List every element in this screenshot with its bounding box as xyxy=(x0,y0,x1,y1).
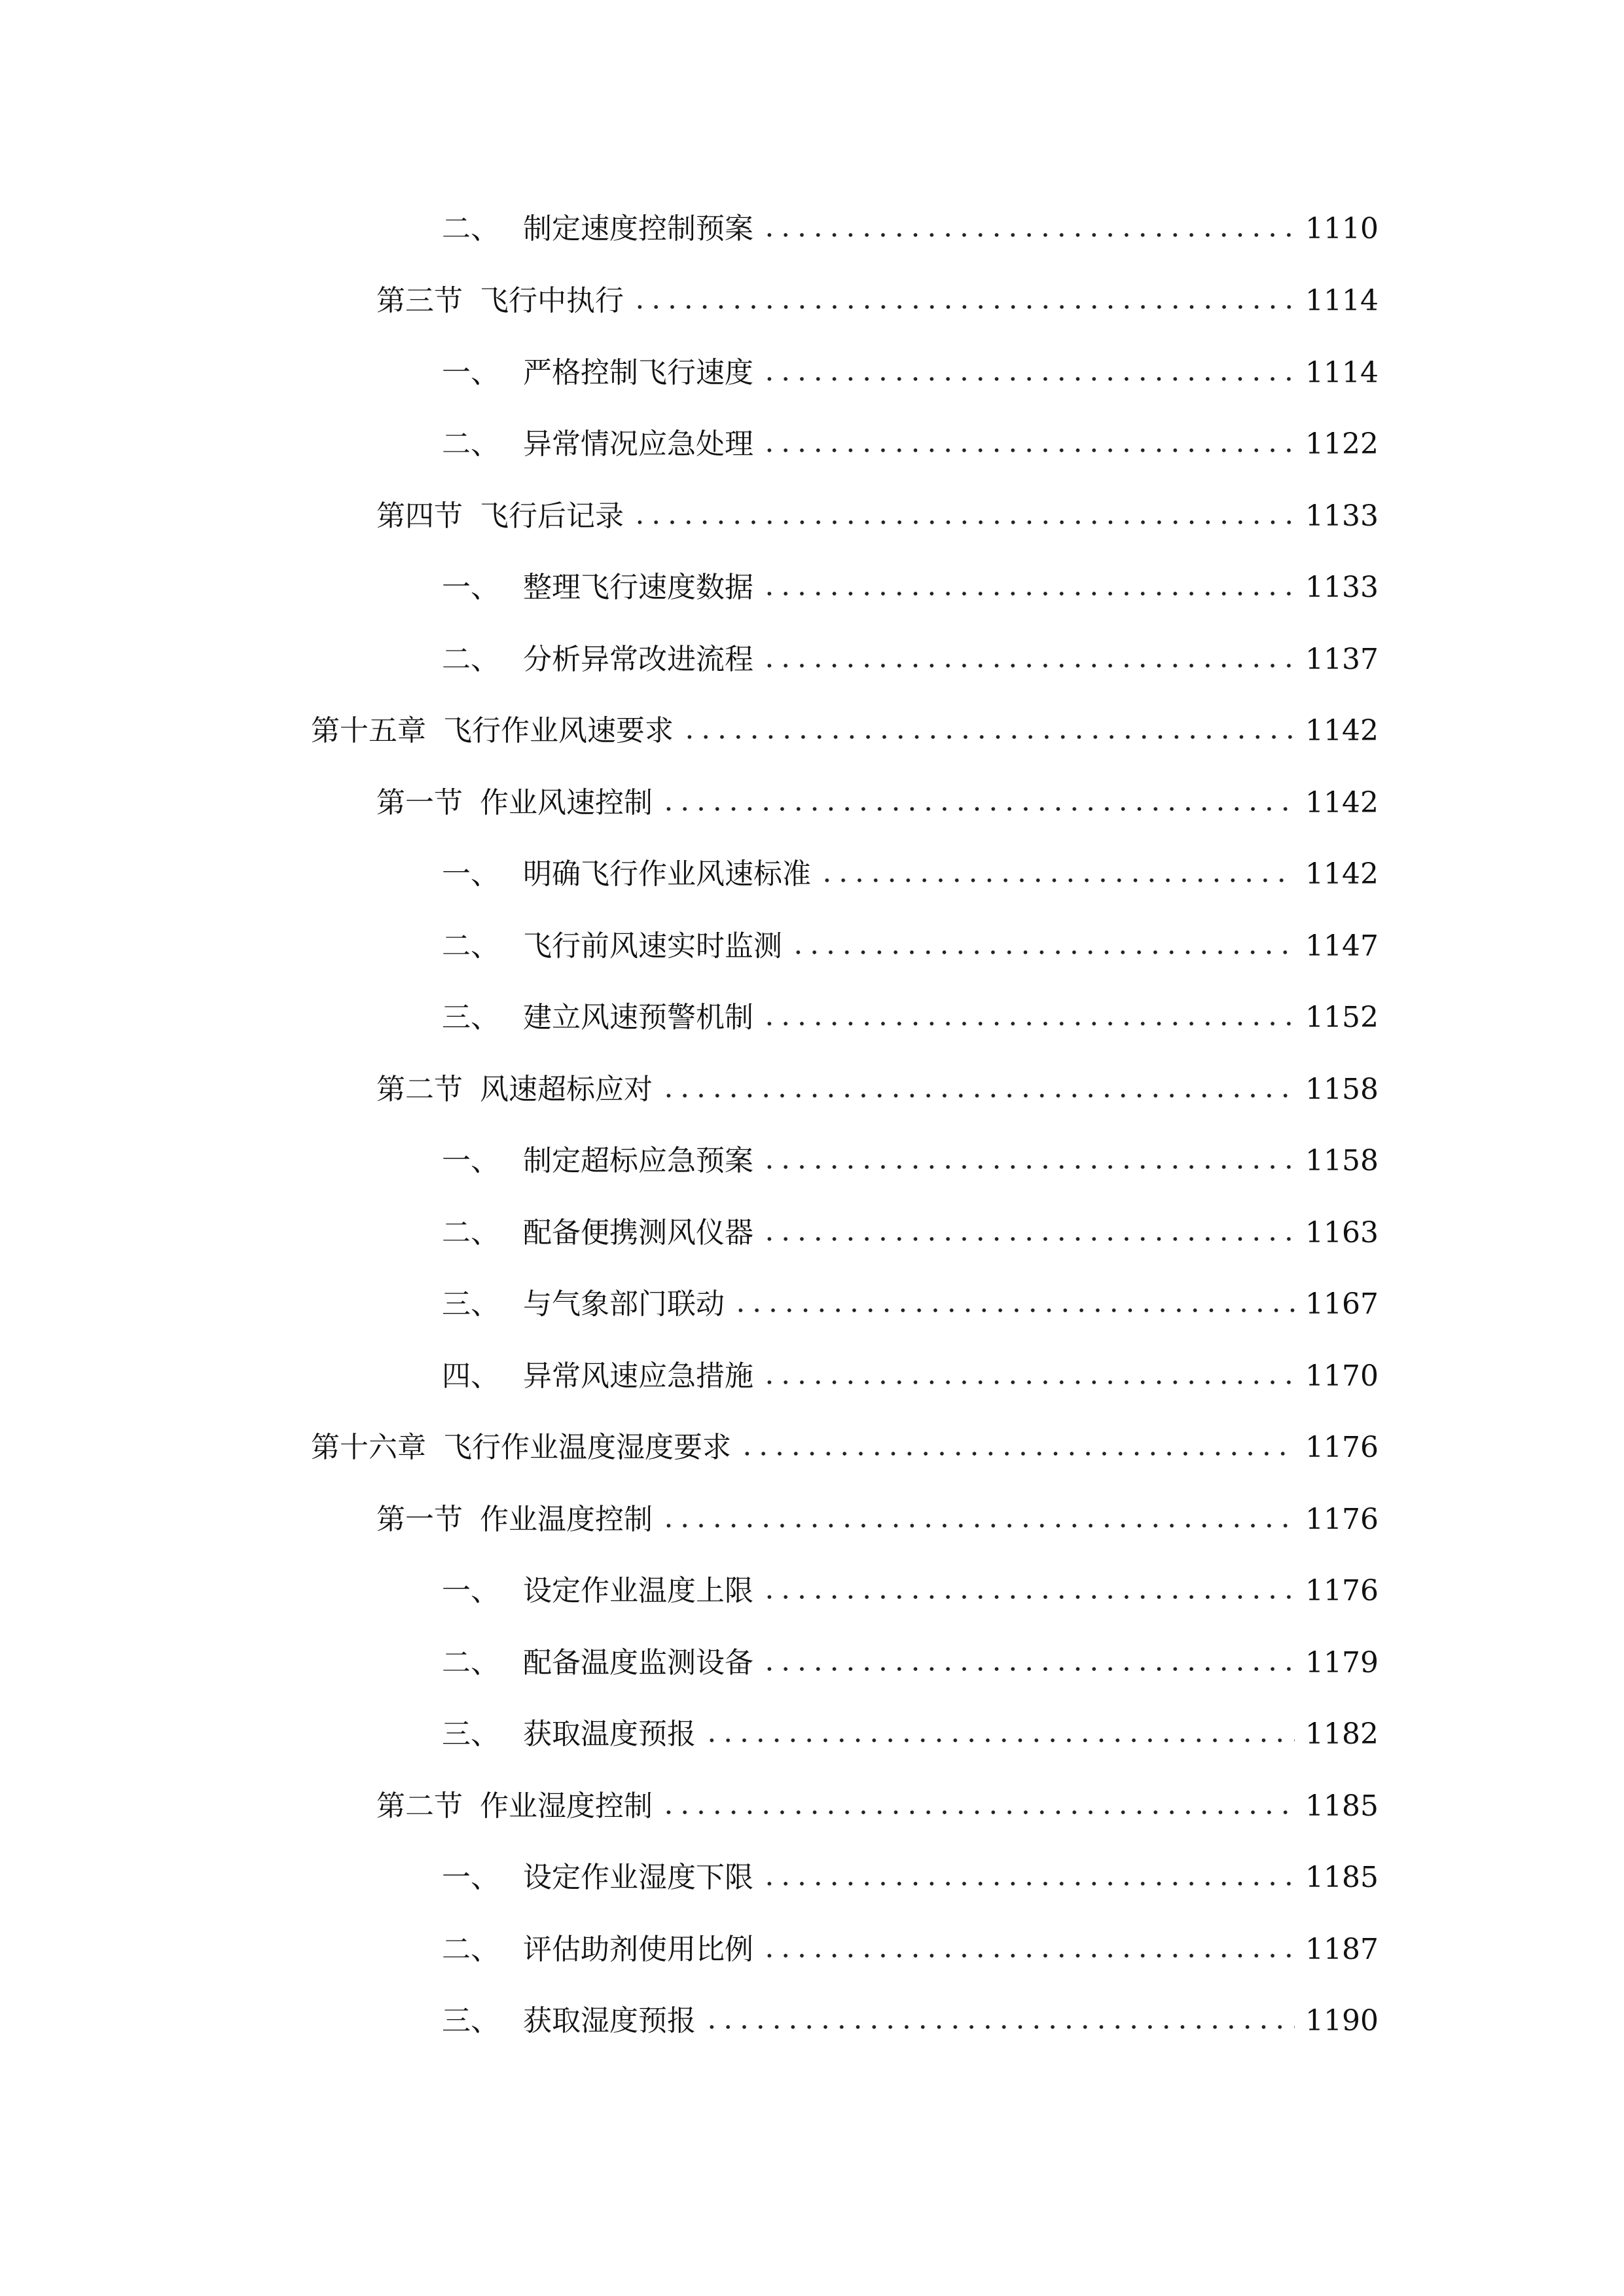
toc-entry[interactable] xyxy=(376,490,1379,543)
dot-leader xyxy=(761,1595,1295,1599)
toc-entry-prefix: 第十六章 xyxy=(311,1431,426,1464)
toc-entry-title: 飞行前风速实时监测 xyxy=(523,929,782,963)
toc-entry-prefix: 一、 xyxy=(442,1144,499,1177)
dot-leader xyxy=(790,950,1295,954)
toc-entry-page-number: 1110 xyxy=(1305,212,1379,245)
dot-leader xyxy=(761,1237,1295,1241)
toc-entry-prefix: 第一节 xyxy=(376,786,463,819)
toc-entry-prefix: 二、 xyxy=(442,929,499,963)
toc-entry-page-number: 1167 xyxy=(1305,1287,1379,1321)
toc-entry-prefix: 一、 xyxy=(442,857,499,891)
dot-leader xyxy=(761,1667,1295,1671)
toc-entry-title: 风速超标应对 xyxy=(480,1073,653,1106)
toc-entry-title: 配备便携测风仪器 xyxy=(523,1216,753,1249)
dot-leader xyxy=(660,1094,1295,1098)
toc-entry-page-number: 1163 xyxy=(1305,1216,1379,1249)
toc-entry[interactable] xyxy=(442,992,1379,1044)
toc-entry[interactable] xyxy=(442,634,1379,686)
toc-entry-prefix: 一、 xyxy=(442,571,499,604)
toc-entry-page-number: 1158 xyxy=(1305,1073,1379,1106)
toc-entry-page-number: 1170 xyxy=(1305,1359,1379,1393)
toc-entry-title: 作业温度控制 xyxy=(480,1503,653,1536)
toc-entry-prefix: 第二节 xyxy=(376,1073,463,1106)
toc-entry-page-number: 1142 xyxy=(1305,857,1379,891)
dot-leader xyxy=(761,664,1295,668)
toc-entry-page-number: 1142 xyxy=(1305,714,1379,747)
dot-leader xyxy=(761,233,1295,237)
toc-entry-title: 分析异常改进流程 xyxy=(523,643,753,676)
dot-leader xyxy=(761,1022,1295,1026)
toc-entry-title: 明确飞行作业风速标准 xyxy=(523,857,811,891)
toc-entry-page-number: 1133 xyxy=(1305,499,1379,533)
dot-leader xyxy=(660,1810,1295,1814)
toc-entry-page-number: 1114 xyxy=(1305,284,1379,317)
dot-leader xyxy=(632,520,1295,524)
dot-leader xyxy=(761,592,1295,596)
toc-entry[interactable] xyxy=(442,1637,1379,1689)
toc-entry-prefix: 三、 xyxy=(442,1717,499,1751)
toc-entry-page-number: 1182 xyxy=(1305,1717,1379,1751)
toc-entry[interactable] xyxy=(442,418,1379,471)
toc-entry-page-number: 1179 xyxy=(1305,1646,1379,1679)
toc-entry-title: 与气象部门联动 xyxy=(523,1287,725,1321)
toc-entry-prefix: 第三节 xyxy=(376,284,463,317)
toc-entry-page-number: 1176 xyxy=(1305,1503,1379,1536)
toc-entry-page-number: 1187 xyxy=(1305,1933,1379,1966)
dot-leader xyxy=(739,1452,1295,1456)
toc-entry-page-number: 1114 xyxy=(1305,356,1379,389)
toc-entry-page-number: 1152 xyxy=(1305,1001,1379,1034)
toc-entry[interactable] xyxy=(376,1494,1379,1546)
toc-entry-prefix: 三、 xyxy=(442,1287,499,1321)
toc-entry-title: 评估助剂使用比例 xyxy=(523,1933,753,1966)
toc-entry-prefix: 二、 xyxy=(442,1646,499,1679)
toc-entry-prefix: 三、 xyxy=(442,2004,499,2037)
toc-entry-page-number: 1142 xyxy=(1305,786,1379,819)
toc-entry-title: 异常情况应急处理 xyxy=(523,427,753,461)
toc-entry[interactable] xyxy=(442,1924,1379,1976)
dot-leader xyxy=(660,1524,1295,1528)
toc-entry[interactable] xyxy=(442,1565,1379,1617)
toc-entry-prefix: 第一节 xyxy=(376,1503,463,1536)
dot-leader xyxy=(732,1308,1295,1312)
toc-entry-prefix: 第四节 xyxy=(376,499,463,533)
toc-entry[interactable] xyxy=(376,777,1379,829)
toc-entry-title: 严格控制飞行速度 xyxy=(523,356,753,389)
dot-leader xyxy=(761,1165,1295,1169)
toc-entry-title: 建立风速预警机制 xyxy=(523,1001,753,1034)
toc-entry-title: 设定作业湿度下限 xyxy=(523,1861,753,1894)
toc-entry-prefix: 第十五章 xyxy=(311,714,426,747)
toc-entry-title: 飞行作业风速要求 xyxy=(443,714,674,747)
dot-leader xyxy=(761,1954,1295,1958)
toc-entry-title: 整理飞行速度数据 xyxy=(523,571,753,604)
toc-entry[interactable] xyxy=(442,1135,1379,1187)
dot-leader xyxy=(761,448,1295,452)
toc-entry-title: 飞行作业温度湿度要求 xyxy=(443,1431,731,1464)
toc-entry[interactable] xyxy=(311,705,1379,757)
toc-entry-page-number: 1185 xyxy=(1305,1861,1379,1894)
toc-entry-title: 异常风速应急措施 xyxy=(523,1359,753,1393)
toc-entry-prefix: 二、 xyxy=(442,427,499,461)
toc-entry-page-number: 1137 xyxy=(1305,643,1379,676)
dot-leader xyxy=(681,735,1295,739)
toc-entry[interactable] xyxy=(442,562,1379,614)
toc-entry-title: 设定作业温度上限 xyxy=(523,1574,753,1607)
toc-entry-title: 配备温度监测设备 xyxy=(523,1646,753,1679)
toc-entry-page-number: 1122 xyxy=(1305,427,1379,461)
toc-entry-page-number: 1158 xyxy=(1305,1144,1379,1177)
toc-entry-title: 飞行后记录 xyxy=(480,499,624,533)
dot-leader xyxy=(819,878,1295,882)
toc-entry-page-number: 1176 xyxy=(1305,1431,1379,1464)
toc-entry[interactable] xyxy=(442,203,1379,255)
toc-entry[interactable] xyxy=(376,1780,1379,1833)
dot-leader xyxy=(632,305,1295,309)
toc-entry[interactable] xyxy=(442,347,1379,399)
dot-leader xyxy=(660,807,1295,811)
toc-entry[interactable] xyxy=(442,1207,1379,1259)
toc-entry-page-number: 1185 xyxy=(1305,1789,1379,1823)
toc-entry-prefix: 一、 xyxy=(442,1574,499,1607)
toc-entry-title: 作业风速控制 xyxy=(480,786,653,819)
toc-entry[interactable] xyxy=(442,1350,1379,1403)
toc-entry[interactable] xyxy=(442,1852,1379,1904)
dot-leader xyxy=(761,1882,1295,1886)
toc-entry-title: 获取湿度预报 xyxy=(523,2004,696,2037)
toc-entry[interactable] xyxy=(442,1995,1379,2047)
toc-entry[interactable] xyxy=(376,275,1379,327)
toc-entry-prefix: 三、 xyxy=(442,1001,499,1034)
toc-entry[interactable] xyxy=(442,920,1379,973)
toc-entry-title: 获取温度预报 xyxy=(523,1717,696,1751)
toc-entry-prefix: 一、 xyxy=(442,1861,499,1894)
toc-entry-title: 制定速度控制预案 xyxy=(523,212,753,245)
dot-leader xyxy=(704,2025,1295,2029)
dot-leader xyxy=(704,1738,1295,1742)
toc-entry[interactable] xyxy=(311,1422,1379,1474)
dot-leader xyxy=(761,1380,1295,1384)
toc-entry-prefix: 四、 xyxy=(442,1359,499,1393)
toc-entry-prefix: 二、 xyxy=(442,1216,499,1249)
toc-entry-page-number: 1176 xyxy=(1305,1574,1379,1607)
dot-leader xyxy=(761,377,1295,381)
toc-entry-prefix: 二、 xyxy=(442,643,499,676)
toc-entry-page-number: 1190 xyxy=(1305,2004,1379,2037)
toc-entry-prefix: 二、 xyxy=(442,212,499,245)
toc-entry[interactable] xyxy=(442,848,1379,901)
toc-entry-title: 制定超标应急预案 xyxy=(523,1144,753,1177)
toc-entry-title: 飞行中执行 xyxy=(480,284,624,317)
toc-entry-title: 作业湿度控制 xyxy=(480,1789,653,1823)
toc-entry[interactable] xyxy=(376,1064,1379,1116)
toc-entry-page-number: 1133 xyxy=(1305,571,1379,604)
toc-entry-prefix: 二、 xyxy=(442,1933,499,1966)
toc-entry[interactable] xyxy=(442,1278,1379,1331)
toc-entry-prefix: 一、 xyxy=(442,356,499,389)
toc-entry-page-number: 1147 xyxy=(1305,929,1379,963)
toc-entry-prefix: 第二节 xyxy=(376,1789,463,1823)
toc-entry[interactable] xyxy=(442,1708,1379,1761)
